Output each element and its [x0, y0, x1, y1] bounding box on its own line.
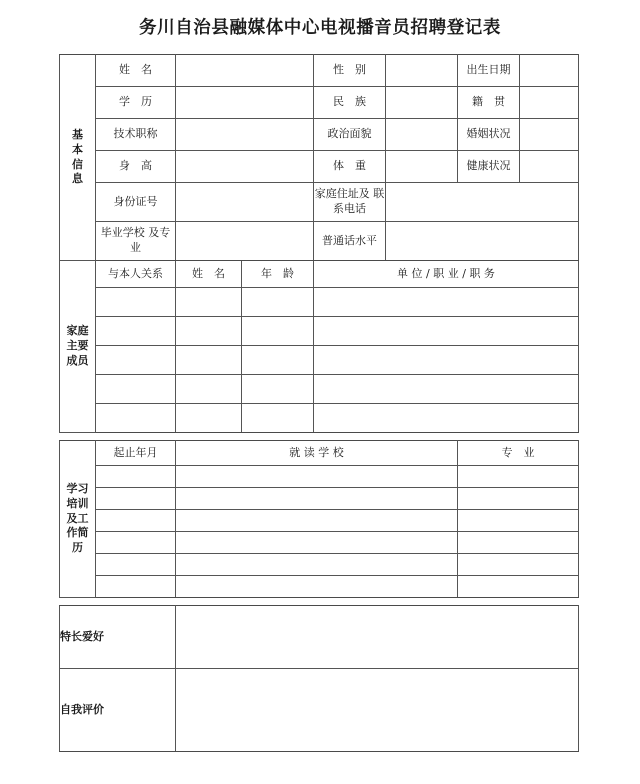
experience-header-major: 专 业 — [458, 441, 579, 466]
experience-table-row — [60, 532, 579, 554]
experience-cell-period[interactable] — [96, 488, 176, 510]
experience-header-row — [60, 441, 579, 466]
basic-label-char-4: 息 — [72, 172, 83, 186]
basic-row-education — [60, 87, 579, 119]
label-mandarin-level: 普通话水平 — [314, 222, 386, 261]
family-cell-name[interactable] — [176, 375, 242, 404]
family-cell-relation[interactable] — [96, 375, 176, 404]
family-header-row — [60, 261, 579, 288]
field-home-address-phone[interactable] — [386, 183, 579, 222]
family-label-line-1: 家庭 — [66, 324, 89, 338]
home-address-line-2: 联系电话 — [333, 187, 385, 215]
graduated-school-line-1: 毕业学校 — [100, 226, 145, 240]
field-birth-date[interactable] — [520, 55, 579, 87]
family-header-name: 姓 名 — [176, 261, 242, 288]
experience-cell-major[interactable] — [458, 488, 579, 510]
label-education: 学 历 — [96, 87, 176, 119]
experience-cell-school[interactable] — [176, 532, 458, 554]
family-cell-work[interactable] — [314, 317, 579, 346]
family-cell-relation[interactable] — [96, 317, 176, 346]
label-home-address-phone — [314, 183, 386, 222]
field-self-evaluation[interactable] — [176, 669, 579, 752]
label-technical-title: 技术职称 — [96, 119, 176, 151]
experience-cell-period[interactable] — [96, 554, 176, 576]
graduated-school-line-2: 及专业 — [130, 226, 171, 254]
label-native-place: 籍 贯 — [458, 87, 520, 119]
family-cell-work[interactable] — [314, 288, 579, 317]
family-label-line-3: 成员 — [66, 353, 89, 367]
experience-table-row — [60, 488, 579, 510]
field-political-status[interactable] — [386, 119, 458, 151]
registration-form-table — [59, 54, 579, 752]
family-header-relation: 与本人关系 — [96, 261, 176, 288]
experience-table-row — [60, 576, 579, 598]
experience-table-row — [60, 466, 579, 488]
experience-cell-major[interactable] — [458, 510, 579, 532]
section-spacer — [60, 433, 579, 441]
experience-table-row — [60, 510, 579, 532]
field-mandarin-level[interactable] — [386, 222, 579, 261]
label-specialty: 特长爱好 — [60, 606, 176, 669]
section-label-experience — [60, 441, 96, 598]
experience-cell-period[interactable] — [96, 510, 176, 532]
basic-row-technical-title — [60, 119, 579, 151]
family-cell-relation[interactable] — [96, 404, 176, 433]
field-name[interactable] — [176, 55, 314, 87]
label-gender: 性 别 — [314, 55, 386, 87]
basic-row-id-number — [60, 183, 579, 222]
family-header-age: 年 龄 — [242, 261, 314, 288]
family-table-row — [60, 375, 579, 404]
family-cell-name[interactable] — [176, 317, 242, 346]
label-health-status: 健康状况 — [458, 151, 520, 183]
experience-header-period: 起止年月 — [96, 441, 176, 466]
field-height[interactable] — [176, 151, 314, 183]
family-table-row — [60, 288, 579, 317]
basic-row-height — [60, 151, 579, 183]
family-header-work: 单 位 / 职 业 / 职 务 — [314, 261, 579, 288]
experience-cell-major[interactable] — [458, 554, 579, 576]
family-cell-age[interactable] — [242, 288, 314, 317]
experience-label-line-1: 学习 — [66, 481, 89, 495]
field-ethnicity[interactable] — [386, 87, 458, 119]
family-cell-age[interactable] — [242, 346, 314, 375]
family-label-line-2: 主要 — [66, 339, 89, 353]
family-table-row — [60, 317, 579, 346]
experience-cell-school[interactable] — [176, 576, 458, 598]
label-height: 身 高 — [96, 151, 176, 183]
field-marital-status[interactable] — [520, 119, 579, 151]
field-id-number[interactable] — [176, 183, 314, 222]
field-specialty[interactable] — [176, 606, 579, 669]
family-cell-work[interactable] — [314, 346, 579, 375]
label-birth-date: 出生日期 — [458, 55, 520, 87]
field-gender[interactable] — [386, 55, 458, 87]
basic-label-char-1: 基 — [72, 127, 83, 141]
experience-label-line-3: 及工 — [66, 511, 89, 525]
family-cell-name[interactable] — [176, 346, 242, 375]
experience-label-line-5: 历 — [72, 541, 83, 555]
label-self-evaluation: 自我评价 — [60, 669, 176, 752]
experience-cell-school[interactable] — [176, 466, 458, 488]
label-ethnicity: 民 族 — [314, 87, 386, 119]
basic-row-graduated-school — [60, 222, 579, 261]
family-cell-relation[interactable] — [96, 288, 176, 317]
family-cell-age[interactable] — [242, 375, 314, 404]
label-name: 姓 名 — [96, 55, 176, 87]
field-weight[interactable] — [386, 151, 458, 183]
experience-cell-period[interactable] — [96, 576, 176, 598]
label-marital-status: 婚姻状况 — [458, 119, 520, 151]
family-cell-name[interactable] — [176, 288, 242, 317]
field-health-status[interactable] — [520, 151, 579, 183]
family-cell-name[interactable] — [176, 404, 242, 433]
family-cell-work[interactable] — [314, 375, 579, 404]
label-graduated-school — [96, 222, 176, 261]
experience-cell-school[interactable] — [176, 488, 458, 510]
family-table-row — [60, 346, 579, 375]
label-id-number: 身份证号 — [96, 183, 176, 222]
family-cell-relation[interactable] — [96, 346, 176, 375]
page-title: 务川自治县融媒体中心电视播音员招聘登记表 — [139, 18, 501, 38]
family-table-row — [60, 404, 579, 433]
experience-cell-major[interactable] — [458, 532, 579, 554]
basic-label-char-2: 本 — [72, 142, 83, 156]
field-graduated-school[interactable] — [176, 222, 314, 261]
experience-cell-period[interactable] — [96, 466, 176, 488]
section-spacer — [60, 598, 579, 606]
section-label-basic-info — [60, 55, 96, 261]
experience-label-line-4: 作简 — [66, 526, 89, 540]
experience-cell-school[interactable] — [176, 510, 458, 532]
experience-header-school: 就 读 学 校 — [176, 441, 458, 466]
label-weight: 体 重 — [314, 151, 386, 183]
family-cell-work[interactable] — [314, 404, 579, 433]
family-cell-age[interactable] — [242, 404, 314, 433]
field-education[interactable] — [176, 87, 314, 119]
experience-table-row — [60, 554, 579, 576]
experience-label-line-2: 培训 — [66, 496, 89, 510]
field-native-place[interactable] — [520, 87, 579, 119]
label-political-status: 政治面貌 — [314, 119, 386, 151]
basic-label-char-3: 信 — [72, 157, 83, 171]
section-label-family-members — [60, 261, 96, 433]
experience-cell-major[interactable] — [458, 576, 579, 598]
home-address-line-1: 家庭住址及 — [314, 187, 370, 201]
basic-row-name — [60, 55, 579, 87]
family-cell-age[interactable] — [242, 317, 314, 346]
field-technical-title[interactable] — [176, 119, 314, 151]
experience-cell-period[interactable] — [96, 532, 176, 554]
self-evaluation-row — [60, 669, 579, 752]
experience-cell-school[interactable] — [176, 554, 458, 576]
specialty-row — [60, 606, 579, 669]
experience-cell-major[interactable] — [458, 466, 579, 488]
